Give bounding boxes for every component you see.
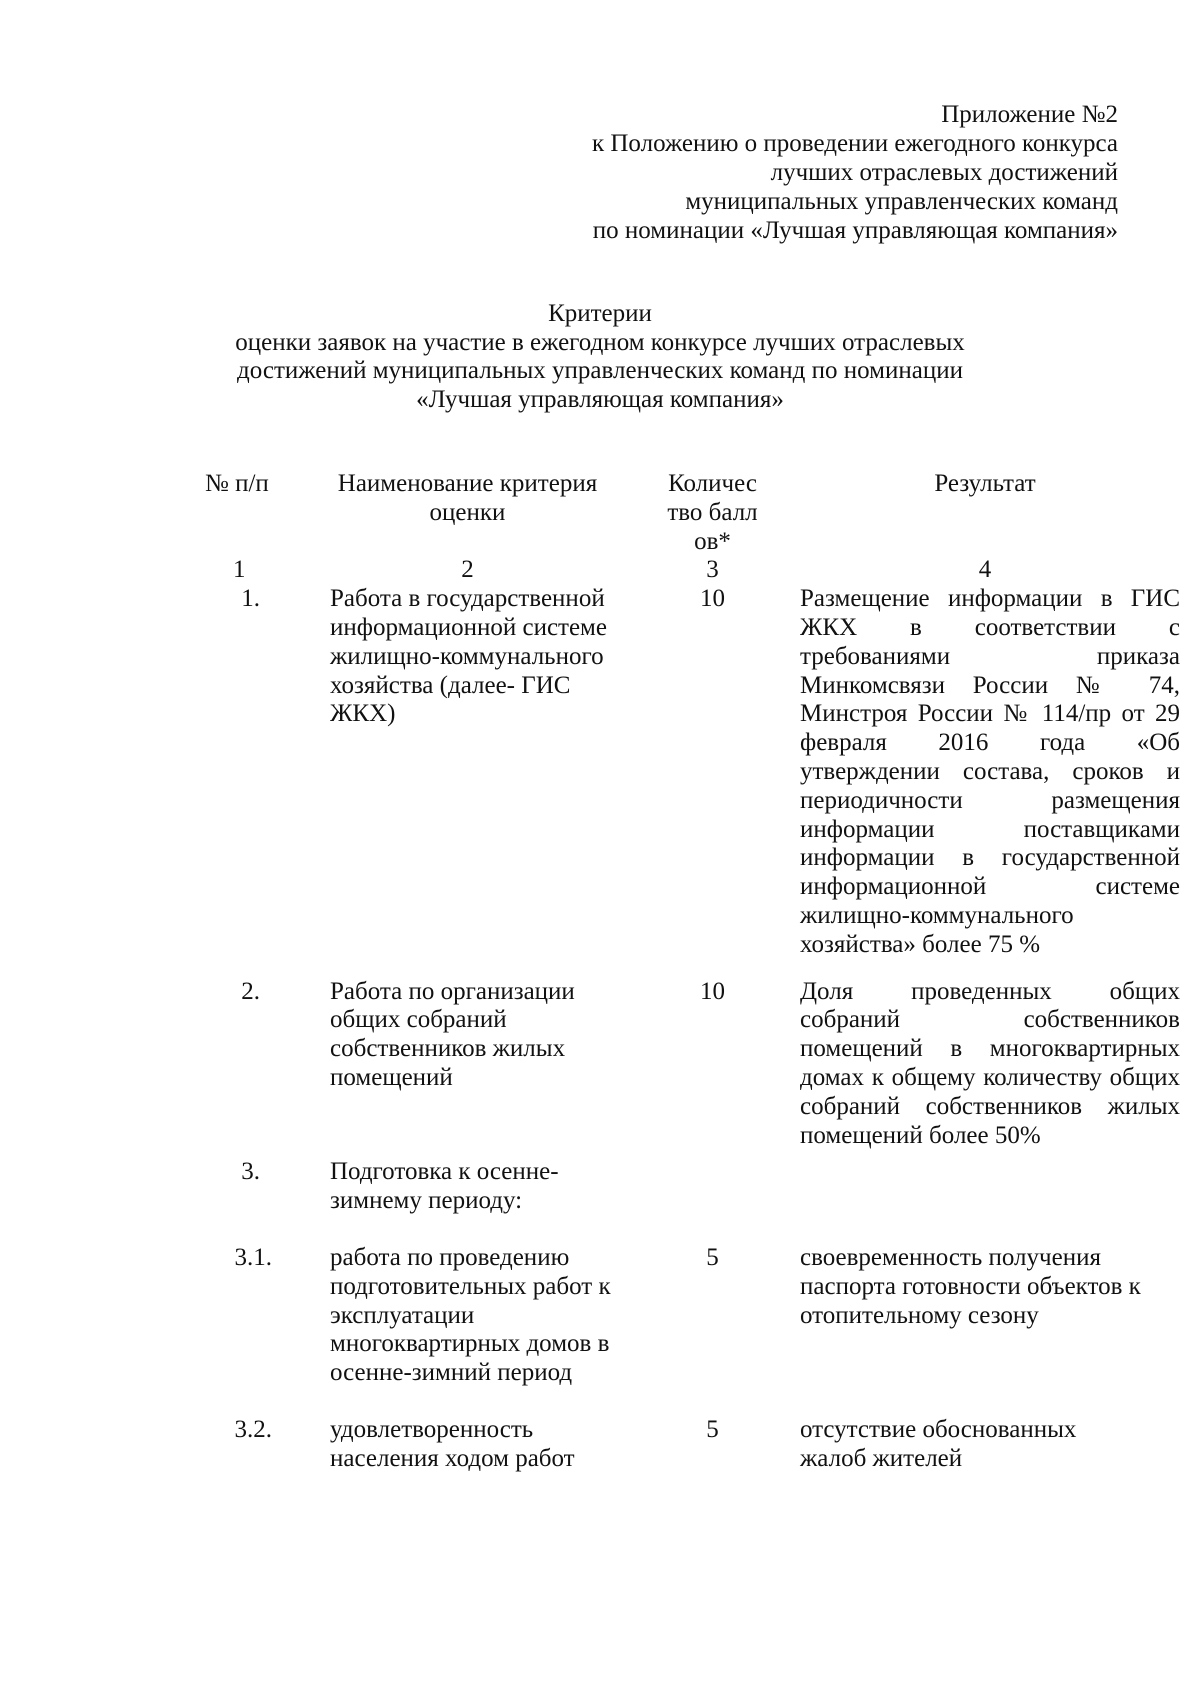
- table-row: [205, 1158, 1180, 1216]
- table-row: [205, 978, 1180, 1151]
- row-result: Доля проведенных общих собраний собственников помещений в многоквартирных домах к общему количеству общих собраний собственников жилых помещений более 50%: [800, 977, 1180, 1149]
- row-num: 3.2.: [234, 1415, 272, 1443]
- document-title: [200, 300, 1000, 414]
- row-points: 10: [700, 585, 725, 613]
- column-number-row: [205, 556, 1180, 585]
- row-result: своевременность получения паспорта готовности объектов к отопительному сезону: [800, 1243, 1141, 1329]
- header-line: по номинации «Лучшая управляющая компания»: [592, 217, 1118, 244]
- header-line: Приложение №2: [941, 101, 1118, 128]
- row-result: отсутствие обоснованных жалоб жителей: [800, 1415, 1077, 1472]
- row-criterion: Работа в государственной информационной системе жилищно-коммунального хозяйства (далее- ГИС ЖКХ): [330, 585, 607, 728]
- row-num: 1.: [241, 585, 260, 613]
- col-number: 4: [978, 556, 992, 584]
- col-number: 2: [461, 556, 474, 584]
- row-criterion: Работа по организации общих собраний собственников жилых помещений: [330, 977, 575, 1091]
- row-criterion: Подготовка к осенне-зимнему периоду:: [330, 1158, 559, 1215]
- title-line: оценки заявок на участие в ежегодном конкурсе лучших отраслевых: [235, 328, 965, 356]
- row-points: 10: [700, 977, 725, 1005]
- appendix-header: [592, 100, 1118, 245]
- title-line: достижений муниципальных управленческих команд по номинации: [237, 357, 963, 384]
- row-criterion: удовлетворенность населения ходом работ: [330, 1415, 575, 1472]
- row-num: 3.: [241, 1158, 260, 1186]
- table-row: [205, 1416, 1180, 1474]
- col-number: 1: [233, 556, 246, 584]
- row-num: 3.1.: [234, 1243, 272, 1271]
- criteria-table: [205, 470, 1180, 1474]
- row-points: [635, 1158, 790, 1216]
- header-line: лучших отраслевых достижений: [770, 159, 1118, 186]
- header-name: Наименование критерия оценки: [337, 470, 598, 526]
- row-criterion: работа по проведению подготовительных работ к эксплуатации многоквартирных домов в осенне-зимний период: [330, 1243, 611, 1387]
- row-points: 5: [706, 1415, 719, 1443]
- row-num: 2.: [241, 977, 260, 1005]
- title-line: Критерии: [548, 300, 652, 327]
- header-line: к Положению о проведении ежегодного конкурса: [591, 130, 1118, 157]
- title-line: «Лучшая управляющая компания»: [416, 385, 784, 413]
- header-line: муниципальных управленческих команд: [685, 188, 1118, 215]
- col-number: 3: [706, 556, 719, 584]
- header-result: Результат: [934, 470, 1036, 497]
- table-header-row: [205, 470, 1180, 556]
- header-num: № п/п: [205, 470, 269, 497]
- row-result: Размещение информации в ГИС ЖКХ в соответствии с требованиями приказа Минкомсвязи России № 74, Минстроя России № 114/пр от 29 февраля 2016 года «Об утверждении состава, сроков и периодичности размещения информации поставщиками информации в государственной информационной системе жилищно-коммунального хозяйства» более 75 %: [800, 585, 1180, 958]
- table-row: [205, 1244, 1180, 1388]
- header-points: Количество баллов*: [667, 470, 758, 555]
- row-result: [790, 1158, 1180, 1216]
- row-points: 5: [706, 1243, 719, 1271]
- table-row: [205, 585, 1180, 959]
